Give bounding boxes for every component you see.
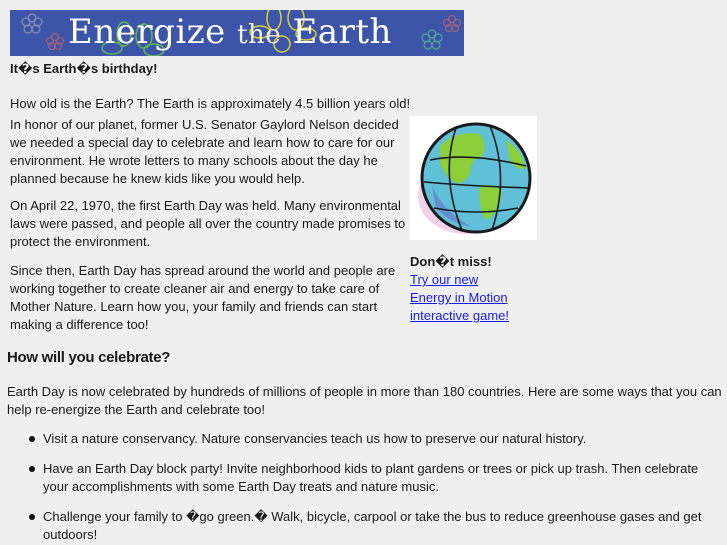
intro-paragraph-spread: Since then, Earth Day has spread around the world and people are working together to create cleaner air and energy to take care of Mother Nature. Learn how you, your family and friends can start making a difference too! [10,263,396,332]
celebrate-heading: How will you celebrate? [7,349,171,366]
energy-in-motion-link-line-3[interactable]: interactive game! [410,308,509,323]
banner-title-energize: Energize [68,12,226,52]
globe-icon [410,116,537,240]
banner-title-the: the [237,20,282,50]
celebration-ideas-list [7,430,722,545]
energize-the-earth-banner [10,10,464,56]
intro-paragraph-nelson: In honor of our planet, former U.S. Senator Gaylord Nelson decided we needed a special day to celebrate and learn how to care for our environment. He wrote letters to many schools about the day he planned because he knew kids like you would help. [10,117,399,186]
globe-image [410,116,537,240]
intro-paragraph-1970: On April 22, 1970, the first Earth Day was held. Many environmental laws were passed, and people all over the country made promises to protect the environment. [10,198,406,249]
banner-title [68,12,392,55]
energy-in-motion-link-line-2[interactable]: Energy in Motion [410,290,508,305]
dont-miss-title: Don�t miss! [410,254,492,269]
list-item: Have an Earth Day block party! Invite neighborhood kids to plant gardens or trees or pick up trash. Then celebrate your accomplishments with some Earth Day treats and nature music. [7,460,722,496]
birthday-heading: It�s Earth�s birthday! [10,61,158,76]
list-item: Visit a nature conservancy. Nature conservancies teach us how to preserve our natural history. [7,430,722,448]
intro-paragraph-age: How old is the Earth? The Earth is approximately 4.5 billion years old! [10,96,411,111]
banner-title-earth: Earth [292,12,392,52]
energy-in-motion-link-line-1[interactable]: Try our new [410,272,479,287]
list-item: Challenge your family to �go green.� Walk, bicycle, carpool or take the bus to reduce greenhouse gases and get outdoors! [7,508,722,544]
dont-miss-box [410,253,509,325]
celebrate-intro-paragraph: Earth Day is now celebrated by hundreds of millions of people in more than 180 countries. Here are some ways that you can help re-energize the Earth and celebrate too! [7,384,722,417]
